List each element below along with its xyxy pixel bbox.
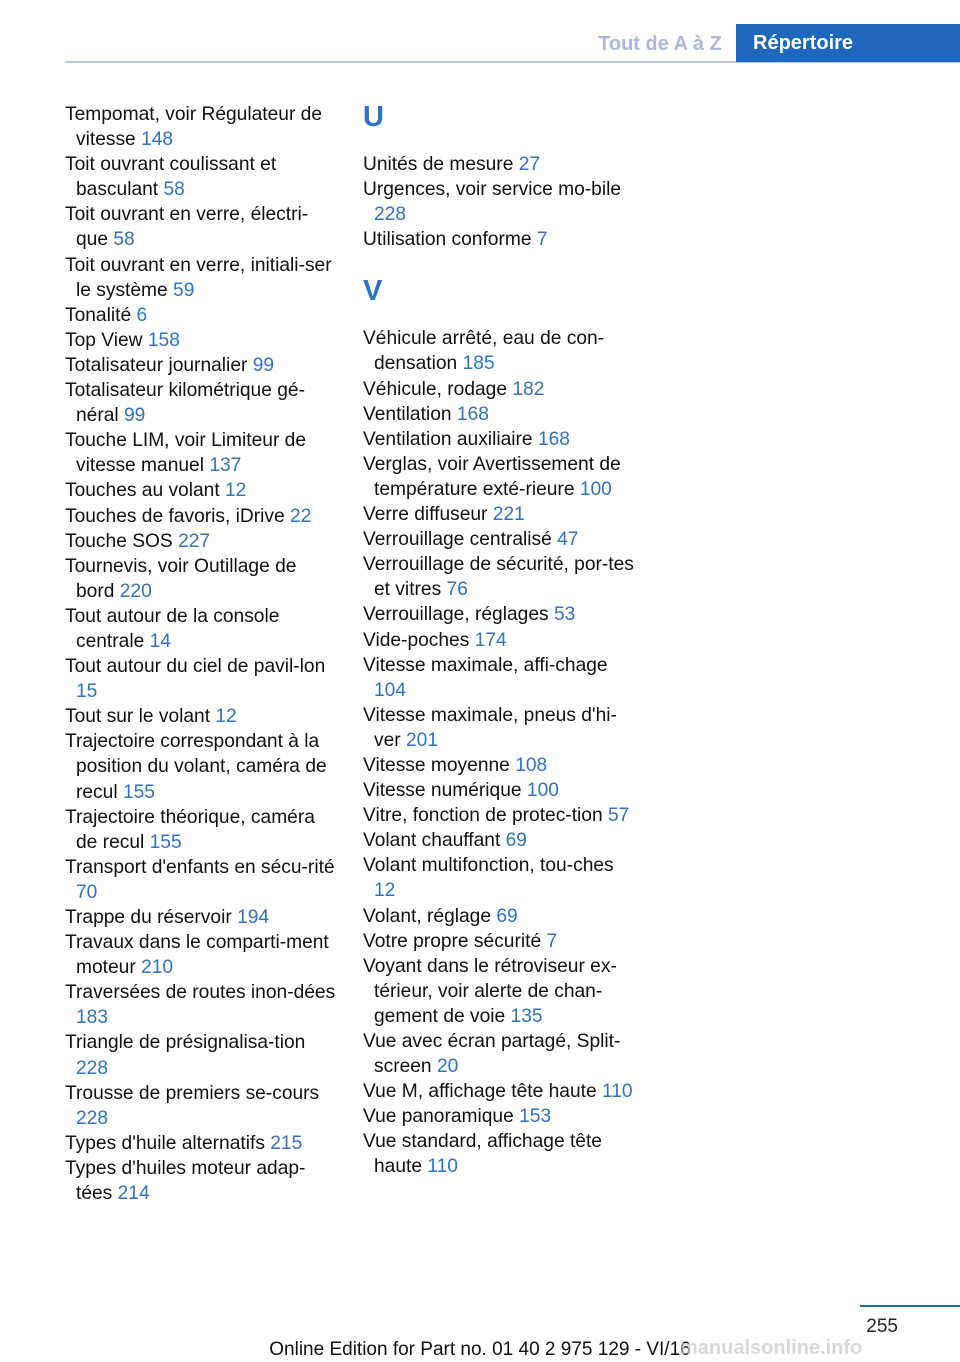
page-link[interactable]: 228 <box>374 204 407 226</box>
index-entry <box>363 527 638 552</box>
index-entry <box>363 552 638 602</box>
index-entry <box>363 1104 638 1129</box>
index-entry <box>363 1029 638 1079</box>
index-entry <box>65 529 340 554</box>
index-column-left <box>65 102 340 1206</box>
page-link[interactable]: 148 <box>141 129 174 151</box>
page-link[interactable]: 7 <box>536 229 548 251</box>
entry-label: Ventilation <box>363 403 452 425</box>
entry-label: Vue M, affichage tête haute <box>363 1081 597 1103</box>
page-link[interactable]: 15 <box>76 681 98 703</box>
entry-label: Vue panoramique <box>363 1106 514 1128</box>
entry-label: Touche LIM, voir Limiteur de vitesse manuel <box>65 430 307 477</box>
page-link[interactable]: 108 <box>515 754 548 776</box>
page-link[interactable]: 58 <box>113 229 135 251</box>
index-entry <box>65 102 340 152</box>
entry-label: Types d'huile alternatifs <box>65 1132 265 1154</box>
index-entry <box>363 778 638 803</box>
index-entry <box>363 853 638 903</box>
entry-label: Volant multifonction, tou-ches <box>363 855 614 877</box>
letter-heading-u: U <box>363 101 384 133</box>
entry-label: Verrouillage, réglages <box>363 604 549 626</box>
index-entry <box>363 1129 638 1179</box>
entry-label: Tempomat, voir Régulateur de vitesse <box>65 104 323 151</box>
index-entry <box>65 504 340 529</box>
page-link[interactable]: 210 <box>141 957 174 979</box>
entry-label: Verrouillage de sécurité, por-tes et vitres <box>363 554 634 601</box>
entry-label: Vitesse maximale, pneus d'hi-ver <box>363 704 617 751</box>
entries-v <box>363 326 638 1179</box>
index-entry <box>363 653 638 703</box>
page-link[interactable]: 110 <box>427 1156 458 1178</box>
entry-label: Vitre, fonction de protec-tion <box>363 805 603 827</box>
index-entry <box>65 378 340 428</box>
entry-label: Trajectoire théorique, caméra de recul <box>65 806 315 853</box>
page-link[interactable]: 168 <box>537 428 570 450</box>
entry-label: Tournevis, voir Outillage de bord <box>65 555 297 602</box>
entry-label: Volant chauffant <box>363 830 501 852</box>
page-link[interactable]: 228 <box>76 1107 109 1129</box>
entry-label: Utilisation conforme <box>363 229 532 251</box>
index-entry <box>363 427 638 452</box>
index-entry <box>65 202 340 252</box>
index-entry <box>363 904 638 929</box>
page-link[interactable]: 153 <box>519 1106 552 1128</box>
index-entry <box>65 1030 340 1080</box>
index-entry <box>363 602 638 627</box>
entry-label: Verrouillage centralisé <box>363 529 552 551</box>
index-entry <box>363 753 638 778</box>
index-entry <box>363 954 638 1029</box>
index-entry <box>65 604 340 654</box>
page-link[interactable]: 12 <box>215 706 237 728</box>
footer-rule <box>860 1305 960 1307</box>
entry-label: Tout autour de la console centrale <box>65 605 280 652</box>
index-entry <box>65 805 340 855</box>
page-link[interactable]: 69 <box>505 830 527 852</box>
index-entry <box>65 1081 340 1131</box>
entry-label: Verglas, voir Avertissement de température exté-rieure <box>363 453 621 500</box>
page-link[interactable]: 158 <box>147 329 180 351</box>
entry-label: Vide-poches <box>363 629 470 651</box>
letter-gap <box>363 252 638 276</box>
entry-label: Vitesse moyenne <box>363 754 510 776</box>
index-entry <box>363 703 638 753</box>
page-link[interactable]: 185 <box>462 353 495 375</box>
edition-footer: Online Edition for Part no. 01 40 2 975 129 - VI/16 <box>269 1339 691 1360</box>
entry-label: Toit ouvrant en verre, initiali-ser le système <box>65 254 332 301</box>
page-link[interactable]: 59 <box>173 279 195 301</box>
index-entry <box>363 929 638 954</box>
index-column-right <box>363 102 638 1180</box>
page-link[interactable]: 228 <box>76 1057 109 1079</box>
page-number: 255 <box>866 1316 898 1337</box>
index-entry <box>363 227 638 252</box>
page-link[interactable]: 20 <box>436 1056 459 1078</box>
index-entry <box>65 1131 340 1156</box>
page-link[interactable]: 174 <box>474 629 507 651</box>
entry-label: Types d'huiles moteur adap-tées <box>65 1157 306 1205</box>
page-link[interactable]: 99 <box>124 405 146 427</box>
entry-label: Unités de mesure <box>363 154 514 175</box>
index-entry <box>65 303 340 328</box>
entry-label: Touches au volant <box>65 480 220 502</box>
entry-label: Vue standard, affichage tête haute <box>363 1131 602 1178</box>
index-entry <box>363 452 638 502</box>
page-link[interactable]: 182 <box>512 378 545 400</box>
page-link[interactable]: 99 <box>252 354 275 376</box>
page-link[interactable]: 104 <box>374 679 407 701</box>
page-link[interactable]: 220 <box>119 580 152 602</box>
page-link[interactable]: 70 <box>76 881 98 903</box>
entry-label: Travaux dans le comparti-ment moteur <box>65 932 329 979</box>
entry-label: Véhicule, rodage <box>363 378 508 400</box>
entry-label: Tout sur le volant <box>65 706 211 728</box>
page-link[interactable]: 53 <box>553 604 576 626</box>
page-link[interactable]: 57 <box>607 805 630 827</box>
index-entry <box>65 930 340 980</box>
entry-label: Totalisateur kilométrique gé-néral <box>65 380 305 427</box>
index-entry <box>65 980 340 1030</box>
watermark: manualsonline.info <box>680 1337 863 1359</box>
entry-label: Tonalité <box>65 304 132 326</box>
page-link[interactable]: 201 <box>406 729 439 751</box>
page-link[interactable]: 155 <box>122 781 155 803</box>
index-entry <box>363 152 638 177</box>
entry-label: Transport d'enfants en sécu-rité <box>65 856 335 878</box>
entry-label: Totalisateur journalier <box>65 354 248 376</box>
entry-label: Urgences, voir service mo-bile <box>363 179 622 201</box>
entry-label: Touches de favoris, iDrive <box>65 505 285 527</box>
index-entry <box>363 1079 638 1104</box>
entry-label: Votre propre sécurité <box>363 930 542 952</box>
entry-label: Triangle de présignalisa-tion <box>65 1032 306 1054</box>
section-tab[interactable]: Tout de A à Z <box>598 33 722 55</box>
page-link[interactable]: 69 <box>496 905 518 927</box>
page-link[interactable]: 215 <box>270 1132 303 1154</box>
index-entry <box>65 554 340 604</box>
letter-heading-v: V <box>363 275 383 308</box>
entry-label: Volant, réglage <box>363 905 492 927</box>
index-entry <box>65 704 340 729</box>
page-link[interactable]: 12 <box>225 480 247 502</box>
index-entry <box>65 1156 340 1206</box>
page-link[interactable]: 194 <box>237 907 270 928</box>
index-entry <box>65 353 340 378</box>
entry-label: Trappe du réservoir <box>65 907 232 928</box>
entry-label: Top View <box>65 329 143 351</box>
page-link[interactable]: 22 <box>290 505 312 527</box>
chapter-tab[interactable]: Répertoire <box>736 24 960 62</box>
entry-label: Ventilation auxiliaire <box>363 428 533 450</box>
page-link[interactable]: 12 <box>374 880 396 902</box>
page-link[interactable]: 221 <box>492 504 525 526</box>
page-link[interactable]: 100 <box>579 478 612 500</box>
entry-label: Voyant dans le rétroviseur ex-térieur, voir alerte de chan-gement de voie <box>363 955 617 1027</box>
entry-label: Trajectoire correspondant à la position du volant, caméra de recul <box>65 731 327 803</box>
page-link[interactable]: 14 <box>149 630 171 652</box>
index-entry <box>363 828 638 853</box>
index-entry <box>65 152 340 202</box>
page-link[interactable]: 137 <box>209 455 242 477</box>
index-entry <box>65 905 340 930</box>
entry-label: Véhicule arrêté, eau de con-densation <box>363 328 605 375</box>
entry-label: Tout autour du ciel de pavil-lon <box>65 656 326 678</box>
index-entry <box>363 402 638 427</box>
index-entry <box>65 855 340 905</box>
page-link[interactable]: 110 <box>601 1081 633 1103</box>
entry-label: Vitesse maximale, affi-chage <box>363 654 608 676</box>
page-link[interactable]: 183 <box>76 1007 109 1029</box>
page-link[interactable]: 168 <box>456 403 489 425</box>
index-entry <box>65 253 340 303</box>
page-link[interactable]: 227 <box>178 530 211 552</box>
page-link[interactable]: 47 <box>557 529 579 551</box>
page-link[interactable]: 58 <box>163 179 185 201</box>
entry-label: Traversées de routes inon-dées <box>65 982 336 1004</box>
index-entry <box>363 628 638 653</box>
index-entry <box>65 478 340 503</box>
index-entry <box>65 328 340 353</box>
entries-u <box>363 152 638 252</box>
page-link[interactable]: 214 <box>117 1183 150 1205</box>
entry-label: Trousse de premiers se-cours <box>65 1082 320 1104</box>
entry-label: Verre diffuseur <box>363 504 488 526</box>
entry-label: Toit ouvrant en verre, électri-que <box>65 204 309 251</box>
index-entry <box>65 654 340 704</box>
index-entry <box>363 502 638 527</box>
index-entry <box>65 729 340 804</box>
entry-label: Toit ouvrant coulissant et basculant <box>65 154 277 201</box>
page-link[interactable]: 155 <box>149 831 182 853</box>
index-entry <box>363 326 638 376</box>
entry-label: Touche SOS <box>65 530 173 552</box>
entry-label: Vue avec écran partagé, Split-screen <box>363 1031 621 1078</box>
page-link[interactable]: 27 <box>518 154 541 175</box>
index-entry <box>363 177 638 227</box>
page-link[interactable]: 7 <box>546 930 558 952</box>
entry-label: Vitesse numérique <box>363 780 522 802</box>
page-link[interactable]: 135 <box>510 1005 543 1027</box>
page-link[interactable]: 6 <box>136 304 148 326</box>
index-entry <box>363 377 638 402</box>
index-entry <box>363 803 638 828</box>
index-entry <box>65 428 340 478</box>
page-link[interactable]: 76 <box>446 579 468 601</box>
page-link[interactable]: 100 <box>526 780 559 802</box>
